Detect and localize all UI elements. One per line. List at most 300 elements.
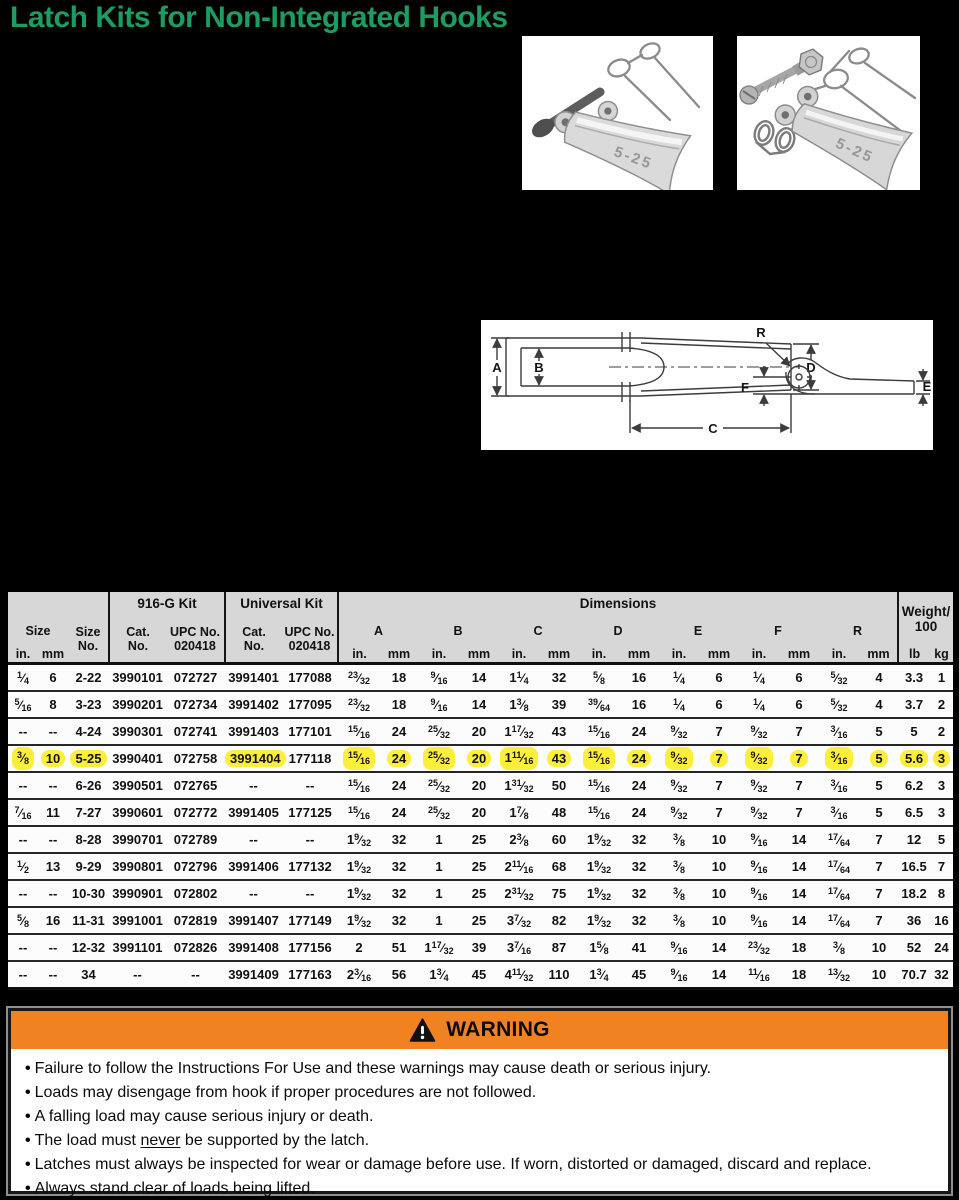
table-cell: 14 [700,961,738,989]
dim-label-b: B [534,360,544,375]
table-cell: $^3$⁄16 [818,745,860,772]
table-cell: 75 [540,880,578,907]
table-cell: 9-29 [68,853,109,880]
table-cell: 177101 [282,718,338,745]
table-cell: 3990901 [109,880,166,907]
unit-in: in. [578,647,620,664]
table-cell: $^9$⁄32 [658,718,700,745]
table-cell: $2^{31}⁄32$ [498,880,540,907]
table-cell: 10 [700,907,738,934]
table-cell: $^9$⁄32 [738,799,780,826]
dim-label-e: E [922,379,932,394]
table-row [8,961,953,989]
table-cell: $^{17}$⁄64 [818,826,860,853]
table-cell: 7 [930,853,953,880]
table-cell: $^9$⁄16 [738,853,780,880]
unit-mm: mm [780,647,818,664]
table-cell: 25 [460,907,498,934]
table-cell: 177149 [282,907,338,934]
table-cell: $^{15}$⁄16 [578,718,620,745]
table-cell: 6 [780,664,818,692]
table-cell: 32 [620,826,658,853]
plate-stamp: 5-25 [611,143,656,173]
table-cell: $^{17}$⁄64 [818,907,860,934]
table-cell: 1 [418,853,460,880]
table-cell: $2^3⁄8$ [498,826,540,853]
group-universal-kit: Universal Kit [225,592,338,617]
unit-kg: kg [930,647,953,664]
table-cell: $1^3⁄8$ [498,691,540,718]
table-cell: 18 [780,934,818,961]
spec-table-wrap [8,592,951,990]
table-cell: 39 [540,691,578,718]
table-row [8,718,953,745]
table-cell: -- [225,772,282,799]
table-cell: 2-22 [68,664,109,692]
table-cell: $1^9⁄32$ [578,826,620,853]
table-cell: 14 [460,664,498,692]
table-cell: 36 [898,907,930,934]
table-cell: 24 [380,772,418,799]
table-row [8,799,953,826]
table-cell: 1 [418,826,460,853]
table-cell: $^9$⁄32 [738,745,780,772]
table-cell: 20 [460,772,498,799]
col-dim-a: A [338,617,418,647]
table-cell: 072772 [166,799,225,826]
unit-in: in. [818,647,860,664]
table-cell: 3990801 [109,853,166,880]
table-cell: 2 [338,934,380,961]
table-row [8,880,953,907]
warning-bullet: • Latches must always be inspected for wear or damage before use. If worn, distorted or damaged, discard and replace. [25,1156,872,1173]
table-cell: $^3$⁄8 [658,826,700,853]
table-cell: 7 [780,718,818,745]
warning-box [8,1008,951,1197]
table-cell: $^1$⁄2 [8,853,38,880]
table-cell: 10 [860,934,898,961]
table-cell: 177132 [282,853,338,880]
table-cell: 32 [620,880,658,907]
table-cell: 24 [380,799,418,826]
col-size-no: Size No. [68,617,109,664]
table-cell: 34 [68,961,109,989]
table-cell: 11-31 [68,907,109,934]
table-cell: $^5$⁄8 [8,907,38,934]
page-title: Latch Kits for Non-Integrated Hooks [10,1,508,34]
table-cell: 177156 [282,934,338,961]
col-916g-cat-no: Cat. No. [109,617,166,664]
table-cell: 3991404 [225,745,282,772]
table-row [8,907,953,934]
table-cell: 14 [460,691,498,718]
unit-mm: mm [38,647,68,664]
table-cell: $1^7⁄8$ [498,799,540,826]
table-cell: 24 [620,745,658,772]
unit-in: in. [738,647,780,664]
unit-in: in. [658,647,700,664]
table-row [8,826,953,853]
table-cell: 14 [700,934,738,961]
table-cell: 50 [540,772,578,799]
table-cell: 32 [380,826,418,853]
table-cell: $1^9⁄32$ [338,826,380,853]
table-cell: $^9$⁄16 [738,880,780,907]
warning-title: WARNING [446,1018,550,1041]
table-cell: 32 [380,907,418,934]
table-cell: 7-27 [68,799,109,826]
table-cell: 7 [860,826,898,853]
table-cell: 45 [620,961,658,989]
table-cell: 4 [860,664,898,692]
table-cell: 10 [860,961,898,989]
table-cell: -- [225,880,282,907]
table-cell: $^3$⁄8 [8,745,38,772]
table-cell: $^3$⁄8 [818,934,860,961]
table-cell: $^1$⁄4 [658,664,700,692]
table-cell: $1^9⁄32$ [338,853,380,880]
table-cell: 45 [460,961,498,989]
table-cell: 7 [860,853,898,880]
table-cell: $^9$⁄16 [418,691,460,718]
table-cell: 3990401 [109,745,166,772]
table-cell: -- [38,772,68,799]
table-cell: $^1$⁄4 [658,691,700,718]
table-cell: 7 [700,799,738,826]
table-cell: $^9$⁄16 [738,907,780,934]
table-cell: 6-26 [68,772,109,799]
table-cell: 5 [860,745,898,772]
table-cell: $1^{11}⁄16$ [498,745,540,772]
latch-kit-photo-illustration [522,36,713,190]
unit-in: in. [338,647,380,664]
table-cell: 3991407 [225,907,282,934]
group-916g-kit: 916-G Kit [109,592,225,617]
table-cell: 13 [38,853,68,880]
table-cell: $1^3⁄4$ [578,961,620,989]
table-cell: $^{25}$⁄32 [418,745,460,772]
table-cell: $^9$⁄32 [658,772,700,799]
table-cell: 68 [540,853,578,880]
table-row [8,853,953,880]
table-cell: 3990601 [109,799,166,826]
table-cell: 3991409 [225,961,282,989]
table-cell: 25 [460,880,498,907]
col-dim-e: E [658,617,738,647]
table-cell: 6 [780,691,818,718]
table-cell: 8-28 [68,826,109,853]
table-cell: 10 [700,853,738,880]
table-cell: 7 [860,880,898,907]
dim-label-r: R [756,325,766,340]
table-cell: 3 [930,772,953,799]
table-cell: 18 [780,961,818,989]
table-cell: 10 [700,880,738,907]
table-cell: $^9$⁄32 [738,718,780,745]
table-cell: $1^9⁄32$ [578,853,620,880]
unit-in: in. [498,647,540,664]
table-cell: $^9$⁄32 [658,745,700,772]
warning-bullet: • Failure to follow the Instructions For Use and these warnings may cause death or serious injury. [25,1060,712,1077]
warning-bullet: • A falling load may cause serious injury or death. [25,1108,374,1125]
table-cell: 32 [380,853,418,880]
table-cell: -- [38,718,68,745]
table-cell: $^9$⁄16 [658,961,700,989]
unit-mm: mm [860,647,898,664]
table-cell: $2^{11}⁄16$ [498,853,540,880]
table-cell: 25 [460,853,498,880]
table-cell: $1^9⁄32$ [578,880,620,907]
table-cell: -- [282,826,338,853]
table-cell: 8 [930,880,953,907]
table-cell: 18.2 [898,880,930,907]
table-cell: 5-25 [68,745,109,772]
table-cell: $^5$⁄8 [578,664,620,692]
product-photo-universal-kit [737,36,920,190]
product-photo-916g-kit [522,36,713,190]
table-cell: 072802 [166,880,225,907]
table-cell: 4 [860,691,898,718]
table-cell: 11 [38,799,68,826]
table-cell: 1 [418,907,460,934]
table-cell: $1^{17}⁄32$ [498,718,540,745]
table-cell: 1 [418,880,460,907]
table-cell: 6 [700,664,738,692]
table-cell: 39 [460,934,498,961]
table-cell: 6.5 [898,799,930,826]
table-cell: 3991402 [225,691,282,718]
table-cell: 2 [930,718,953,745]
table-cell: $^{17}$⁄64 [818,853,860,880]
table-cell: 8 [38,691,68,718]
table-cell: -- [8,934,38,961]
table-cell: 5 [898,718,930,745]
table-cell: 072734 [166,691,225,718]
table-cell: $^9$⁄32 [738,772,780,799]
table-cell: 072727 [166,664,225,692]
table-cell: 7 [700,772,738,799]
unit-mm: mm [620,647,658,664]
table-cell: 3.3 [898,664,930,692]
table-cell: 24 [380,745,418,772]
table-cell: -- [109,961,166,989]
unit-in: in. [418,647,460,664]
table-cell: 82 [540,907,578,934]
table-cell: 5 [860,772,898,799]
table-cell: $^{15}$⁄16 [338,799,380,826]
table-cell: 3990101 [109,664,166,692]
table-cell: 3991403 [225,718,282,745]
table-cell: $^1$⁄4 [738,691,780,718]
table-cell: 3 [930,745,953,772]
table-cell: $1^3⁄4$ [418,961,460,989]
table-cell: 41 [620,934,658,961]
table-cell: -- [282,880,338,907]
table-cell: $^3$⁄16 [818,718,860,745]
table-cell: $^3$⁄8 [658,853,700,880]
table-cell: 072819 [166,907,225,934]
table-row [8,664,953,692]
table-cell: -- [38,880,68,907]
table-cell: 12 [898,826,930,853]
table-cell: $^{23}$⁄32 [738,934,780,961]
table-cell: $^9$⁄32 [658,799,700,826]
table-cell: 43 [540,718,578,745]
table-cell: 3990201 [109,691,166,718]
warning-bullet: • The load must never be supported by the latch. [25,1132,370,1149]
table-cell: $^9$⁄16 [738,826,780,853]
table-cell: 3990701 [109,826,166,853]
col-dim-f: F [738,617,818,647]
table-cell: $^{15}$⁄16 [338,718,380,745]
table-cell: 48 [540,799,578,826]
table-cell: 2 [930,691,953,718]
table-cell: 20 [460,718,498,745]
table-body [8,664,953,989]
col-916g-upc-no: UPC No. 020418 [166,617,225,664]
table-cell: 3991405 [225,799,282,826]
table-cell: 18 [380,691,418,718]
table-cell: 3991406 [225,853,282,880]
warning-header [11,1011,948,1049]
table-cell: -- [8,772,38,799]
table-cell: 56 [380,961,418,989]
unit-lb: lb [898,647,930,664]
table-cell: -- [8,718,38,745]
table-cell: 24 [930,934,953,961]
table-cell: $^3$⁄16 [818,799,860,826]
unit-in: in. [8,647,38,664]
table-cell: 7 [700,745,738,772]
table-cell: 7 [780,772,818,799]
table-cell: 110 [540,961,578,989]
table-cell: 7 [700,718,738,745]
table-row [8,934,953,961]
unit-mm: mm [540,647,578,664]
col-dim-c: C [498,617,578,647]
table-cell: $^1$⁄4 [738,664,780,692]
table-cell: $1^9⁄32$ [338,880,380,907]
table-cell: -- [166,961,225,989]
table-cell: $^{23}$⁄32 [338,664,380,692]
table-cell: 10 [700,826,738,853]
table-cell: -- [8,826,38,853]
table-cell: $1^1⁄4$ [498,664,540,692]
table-cell: 32 [620,907,658,934]
table-cell: 7 [860,907,898,934]
table-cell: 072758 [166,745,225,772]
table-cell: $1^{17}⁄32$ [418,934,460,961]
table-cell: 177118 [282,745,338,772]
table-cell: 24 [380,718,418,745]
table-cell: 3991001 [109,907,166,934]
table-cell: 24 [620,799,658,826]
dimension-diagram [481,320,933,450]
table-cell: $^{15}$⁄16 [338,745,380,772]
table-cell: 7 [780,745,818,772]
table-cell: $^3$⁄16 [818,772,860,799]
table-cell: 177125 [282,799,338,826]
table-cell: 18 [380,664,418,692]
table-cell: 3991401 [225,664,282,692]
table-cell: 32 [540,664,578,692]
table-cell: 072796 [166,853,225,880]
table-cell: 6 [38,664,68,692]
table-cell: $^3$⁄8 [658,907,700,934]
table-cell: 25 [460,826,498,853]
table-cell: $^5$⁄32 [818,691,860,718]
dim-label-c: C [708,421,718,436]
table-cell: $3^7⁄16$ [498,934,540,961]
table-cell: 4-24 [68,718,109,745]
table-cell: 32 [620,853,658,880]
table-cell: $^{25}$⁄32 [418,799,460,826]
table-cell: -- [8,880,38,907]
table-cell: 43 [540,745,578,772]
unit-mm: mm [700,647,738,664]
col-dim-b: B [418,617,498,647]
table-cell: 32 [380,880,418,907]
table-cell: 14 [780,907,818,934]
table-cell: $^3$⁄8 [658,880,700,907]
table-cell: $4^{11}⁄32$ [498,961,540,989]
table-cell: 32 [930,961,953,989]
table-cell: $^{25}$⁄32 [418,718,460,745]
table-cell: 3-23 [68,691,109,718]
table-cell: $^9$⁄16 [658,934,700,961]
group-dimensions: Dimensions [338,592,898,617]
group-weight [898,592,953,647]
table-cell: -- [282,772,338,799]
table-cell: $^{25}$⁄32 [418,772,460,799]
table-cell: 70.7 [898,961,930,989]
table-cell: $^1$⁄4 [8,664,38,692]
warning-bullet: • Loads may disengage from hook if proper procedures are not followed. [25,1084,537,1101]
weight-label-line1: Weight/ [901,603,951,619]
warning-triangle-icon [409,1018,436,1042]
table-cell: 14 [780,853,818,880]
table-cell: -- [38,961,68,989]
table-cell: $^{15}$⁄16 [578,745,620,772]
table-cell: 87 [540,934,578,961]
table-cell: 7 [780,799,818,826]
table-cell: 52 [898,934,930,961]
table-cell: $^{39}$⁄64 [578,691,620,718]
table-cell: 5 [860,718,898,745]
table-cell: $^{23}$⁄32 [338,691,380,718]
table-header [8,592,953,664]
col-universal-upc-no: UPC No. 020418 [282,617,338,664]
dim-label-d: D [806,360,816,375]
table-cell: 3991101 [109,934,166,961]
table-cell: $^{13}$⁄32 [818,961,860,989]
latch-side-view [753,343,930,406]
table-cell: 24 [620,718,658,745]
table-cell: $^5$⁄32 [818,664,860,692]
table-cell: $^{15}$⁄16 [578,772,620,799]
warning-bullet: • Always stand clear of loads being lifted. [25,1180,315,1197]
table-cell: 177163 [282,961,338,989]
col-dim-r: R [818,617,898,647]
table-cell: $1^9⁄32$ [338,907,380,934]
table-cell: $^9$⁄16 [418,664,460,692]
table-cell: 3 [930,799,953,826]
table-cell: 3990501 [109,772,166,799]
col-universal-cat-no: Cat. No. [225,617,282,664]
table-cell: $^{17}$⁄64 [818,880,860,907]
table-cell: $^5$⁄16 [8,691,38,718]
table-cell: 16 [620,691,658,718]
